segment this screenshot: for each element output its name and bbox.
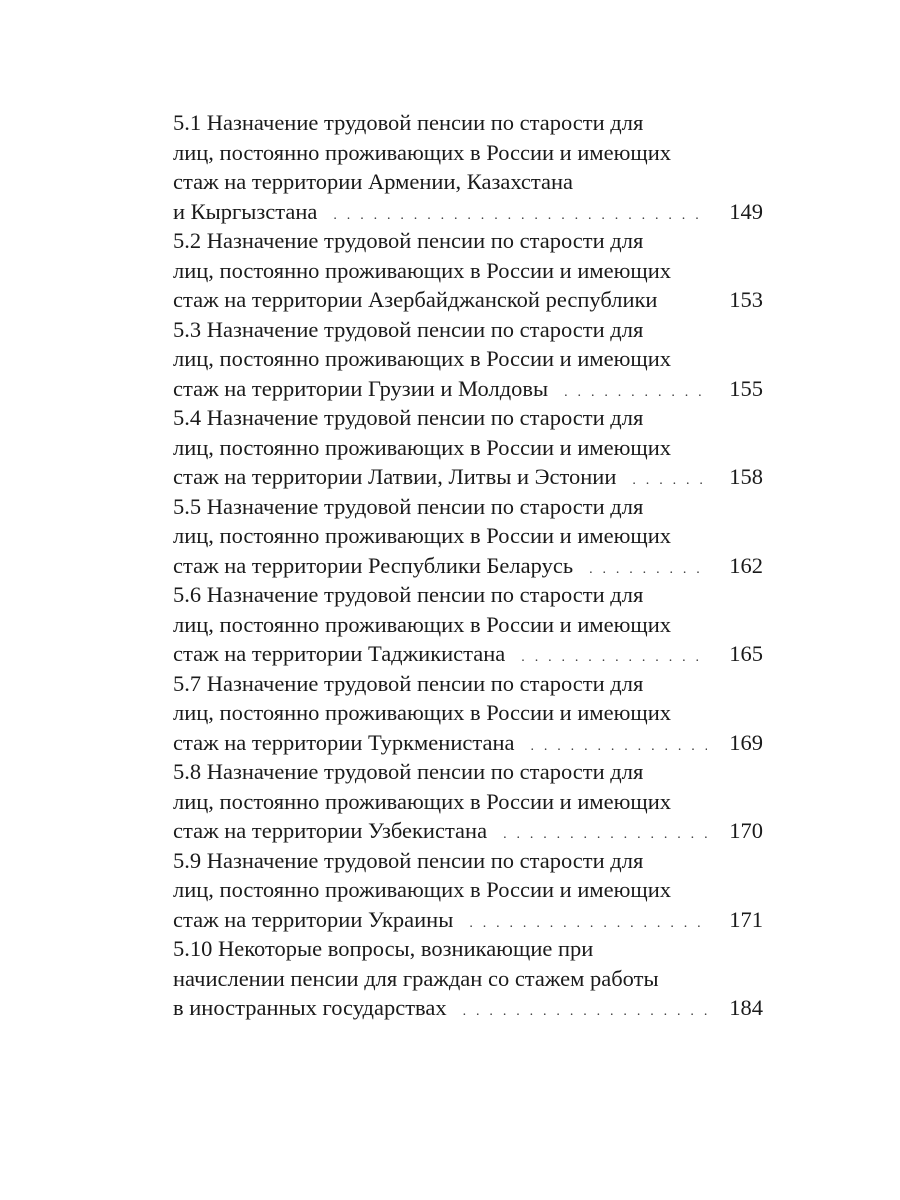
toc-entry[interactable] [173, 403, 763, 492]
toc-entry[interactable] [173, 108, 763, 226]
toc-entry-title-line: 5.4 Назначение трудовой пенсии по старости для [173, 405, 644, 430]
page-number: 170 [729, 818, 763, 843]
page-number: 165 [729, 641, 763, 666]
toc-entry-last-line [173, 993, 763, 1023]
toc-entry-last-line [173, 462, 763, 492]
toc-entry-last-line [173, 728, 763, 758]
toc-entry[interactable] [173, 669, 763, 758]
toc-entry[interactable] [173, 846, 763, 935]
toc-entry-last-line [173, 905, 763, 935]
toc-entry-title-line: 5.7 Назначение трудовой пенсии по старости для [173, 670, 644, 696]
toc-entry-title-line: стаж на территории Латвии, Литвы и Эстонии [173, 464, 617, 489]
toc-entry-title-line: лиц, постоянно проживающих в России и имеющих [173, 434, 672, 460]
dot-leader [463, 997, 707, 1027]
toc-entry-title-line: стаж на территории Таджикистана [173, 641, 506, 666]
toc-entry-title-line: 5.8 Назначение трудовой пенсии по старости для [173, 759, 644, 784]
page-number: 149 [729, 198, 763, 224]
toc-entry-title-line: стаж на территории Армении, Казахстана [173, 169, 574, 194]
toc-entry[interactable] [173, 757, 763, 846]
toc-entry-title-line: 5.1 Назначение трудовой пенсии по старости для [173, 110, 644, 135]
page-number: 169 [729, 729, 763, 755]
toc-entry-title-line: 5.10 Некоторые вопросы, возникающие при [173, 936, 594, 961]
toc-entry-title-line: 5.2 Назначение трудовой пенсии по старости для [173, 228, 644, 253]
toc-entry-title-line: стаж на территории Украины [173, 906, 454, 932]
toc-entry-title-line: стаж на территории Азербайджанской республики [173, 287, 658, 312]
toc-entry-title-line: лиц, постоянно проживающих в России и имеющих [173, 877, 672, 902]
toc-entry-last-line [173, 374, 763, 404]
toc-entry-title-line: лиц, постоянно проживающих в России и имеющих [173, 257, 672, 283]
toc-entry-last-line [173, 639, 763, 669]
page-number: 171 [729, 906, 763, 932]
toc-entry[interactable] [173, 315, 763, 404]
page-number: 155 [729, 375, 763, 401]
page-number: 184 [729, 995, 763, 1020]
toc-entry-title-line: лиц, постоянно проживающих в России и имеющих [173, 139, 672, 165]
toc-entry-title-line: и Кыргызстана [173, 198, 318, 224]
page-number: 158 [729, 464, 763, 489]
toc-entry-title-line: в иностранных государствах [173, 995, 447, 1020]
toc-entry[interactable] [173, 226, 763, 315]
toc-entry-title-line: стаж на территории Туркменистана [173, 729, 515, 755]
toc-entry-title-line: лиц, постоянно проживающих в России и имеющих [173, 700, 672, 725]
toc-entry-title-line: лиц, постоянно проживающих в России и имеющих [173, 788, 672, 814]
toc-entry-title-line: 5.9 Назначение трудовой пенсии по старости для [173, 847, 644, 873]
toc-entry-title-line: начислении пенсии для граждан со стажем работы [173, 965, 659, 991]
toc-entry-title-line: 5.3 Назначение трудовой пенсии по старости для [173, 316, 644, 342]
toc-entry-last-line [173, 285, 763, 315]
toc-entry[interactable] [173, 492, 763, 581]
toc-entry-title-line: лиц, постоянно проживающих в России и имеющих [173, 611, 672, 637]
toc-entry-title-line: стаж на территории Грузии и Молдовы [173, 375, 549, 401]
toc-entry-last-line [173, 816, 763, 846]
table-of-contents [173, 108, 763, 1023]
toc-entry-last-line [173, 551, 763, 581]
toc-entry-title-line: 5.6 Назначение трудовой пенсии по старости для [173, 582, 644, 607]
page-number: 162 [729, 552, 763, 578]
dot-leader [632, 466, 707, 496]
toc-entry[interactable] [173, 934, 763, 1023]
toc-entry-title-line: лиц, постоянно проживающих в России и имеющих [173, 523, 672, 548]
toc-entry-title-line: стаж на территории Республики Беларусь [173, 552, 574, 578]
toc-entry-title-line: лиц, постоянно проживающих в России и имеющих [173, 346, 672, 371]
page-number: 153 [729, 287, 763, 312]
toc-entry-title-line: 5.5 Назначение трудовой пенсии по старости для [173, 493, 644, 519]
toc-entry[interactable] [173, 580, 763, 669]
toc-entry-title-line: стаж на территории Узбекистана [173, 818, 488, 843]
toc-entry-last-line [173, 197, 763, 227]
